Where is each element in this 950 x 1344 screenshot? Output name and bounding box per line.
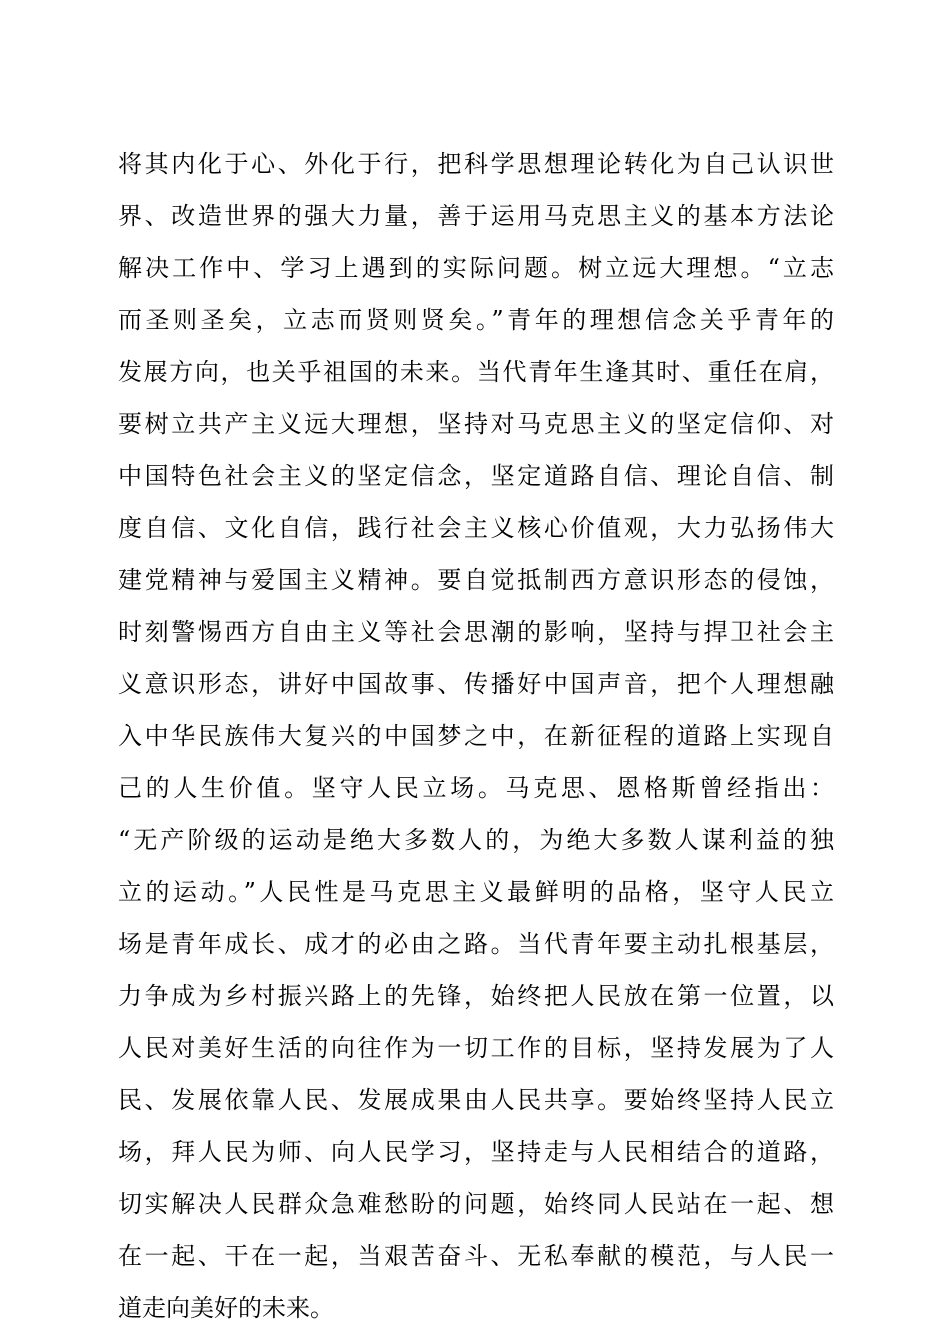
text-line: 入中华民族伟大复兴的中国梦之中，在新征程的道路上实现自 — [118, 722, 834, 750]
text-line: 义意识形态，讲好中国故事、传播好中国声音，把个人理想融 — [118, 670, 834, 698]
text-line: 将其内化于心、外化于行，把科学思想理论转化为自己认识世 — [118, 150, 834, 178]
text-line: 人民对美好生活的向往作为一切工作的目标，坚持发展为了人 — [118, 1034, 834, 1062]
text-line: 在一起、干在一起，当艰苦奋斗、无私奉献的模范，与人民一 — [118, 1242, 834, 1270]
text-line: 度自信、文化自信，践行社会主义核心价值观，大力弘扬伟大 — [118, 514, 834, 542]
body-paragraph — [118, 138, 834, 1334]
text-line: 中国特色社会主义的坚定信念，坚定道路自信、理论自信、制 — [118, 462, 834, 490]
text-line: 道走向美好的未来。 — [118, 1294, 334, 1322]
text-line: 界、改造世界的强大力量，善于运用马克思主义的基本方法论 — [118, 202, 834, 230]
text-line: 发展方向，也关乎祖国的未来。当代青年生逢其时、重任在肩， — [118, 358, 834, 386]
text-line: 力争成为乡村振兴路上的先锋，始终把人民放在第一位置，以 — [118, 982, 834, 1010]
text-line: 立的运动。”人民性是马克思主义最鲜明的品格，坚守人民立 — [118, 878, 834, 906]
text-line: 民、发展依靠人民、发展成果由人民共享。要始终坚持人民立 — [118, 1086, 834, 1114]
text-line: 解决工作中、学习上遇到的实际问题。树立远大理想。“立志 — [118, 254, 834, 282]
text-line: 己的人生价值。坚守人民立场。马克思、恩格斯曾经指出： — [118, 774, 834, 802]
text-line: 时刻警惕西方自由主义等社会思潮的影响，坚持与捍卫社会主 — [118, 618, 834, 646]
text-line: “无产阶级的运动是绝大多数人的，为绝大多数人谋利益的独 — [118, 826, 834, 854]
text-line: 场，拜人民为师、向人民学习，坚持走与人民相结合的道路， — [118, 1138, 834, 1166]
text-line: 切实解决人民群众急难愁盼的问题，始终同人民站在一起、想 — [118, 1190, 834, 1218]
text-line: 建党精神与爱国主义精神。要自觉抵制西方意识形态的侵蚀， — [118, 566, 834, 594]
text-line: 场是青年成长、成才的必由之路。当代青年要主动扎根基层， — [118, 930, 834, 958]
text-line: 要树立共产主义远大理想，坚持对马克思主义的坚定信仰、对 — [118, 410, 834, 438]
text-line: 而圣则圣矣，立志而贤则贤矣。”青年的理想信念关乎青年的 — [118, 306, 834, 334]
